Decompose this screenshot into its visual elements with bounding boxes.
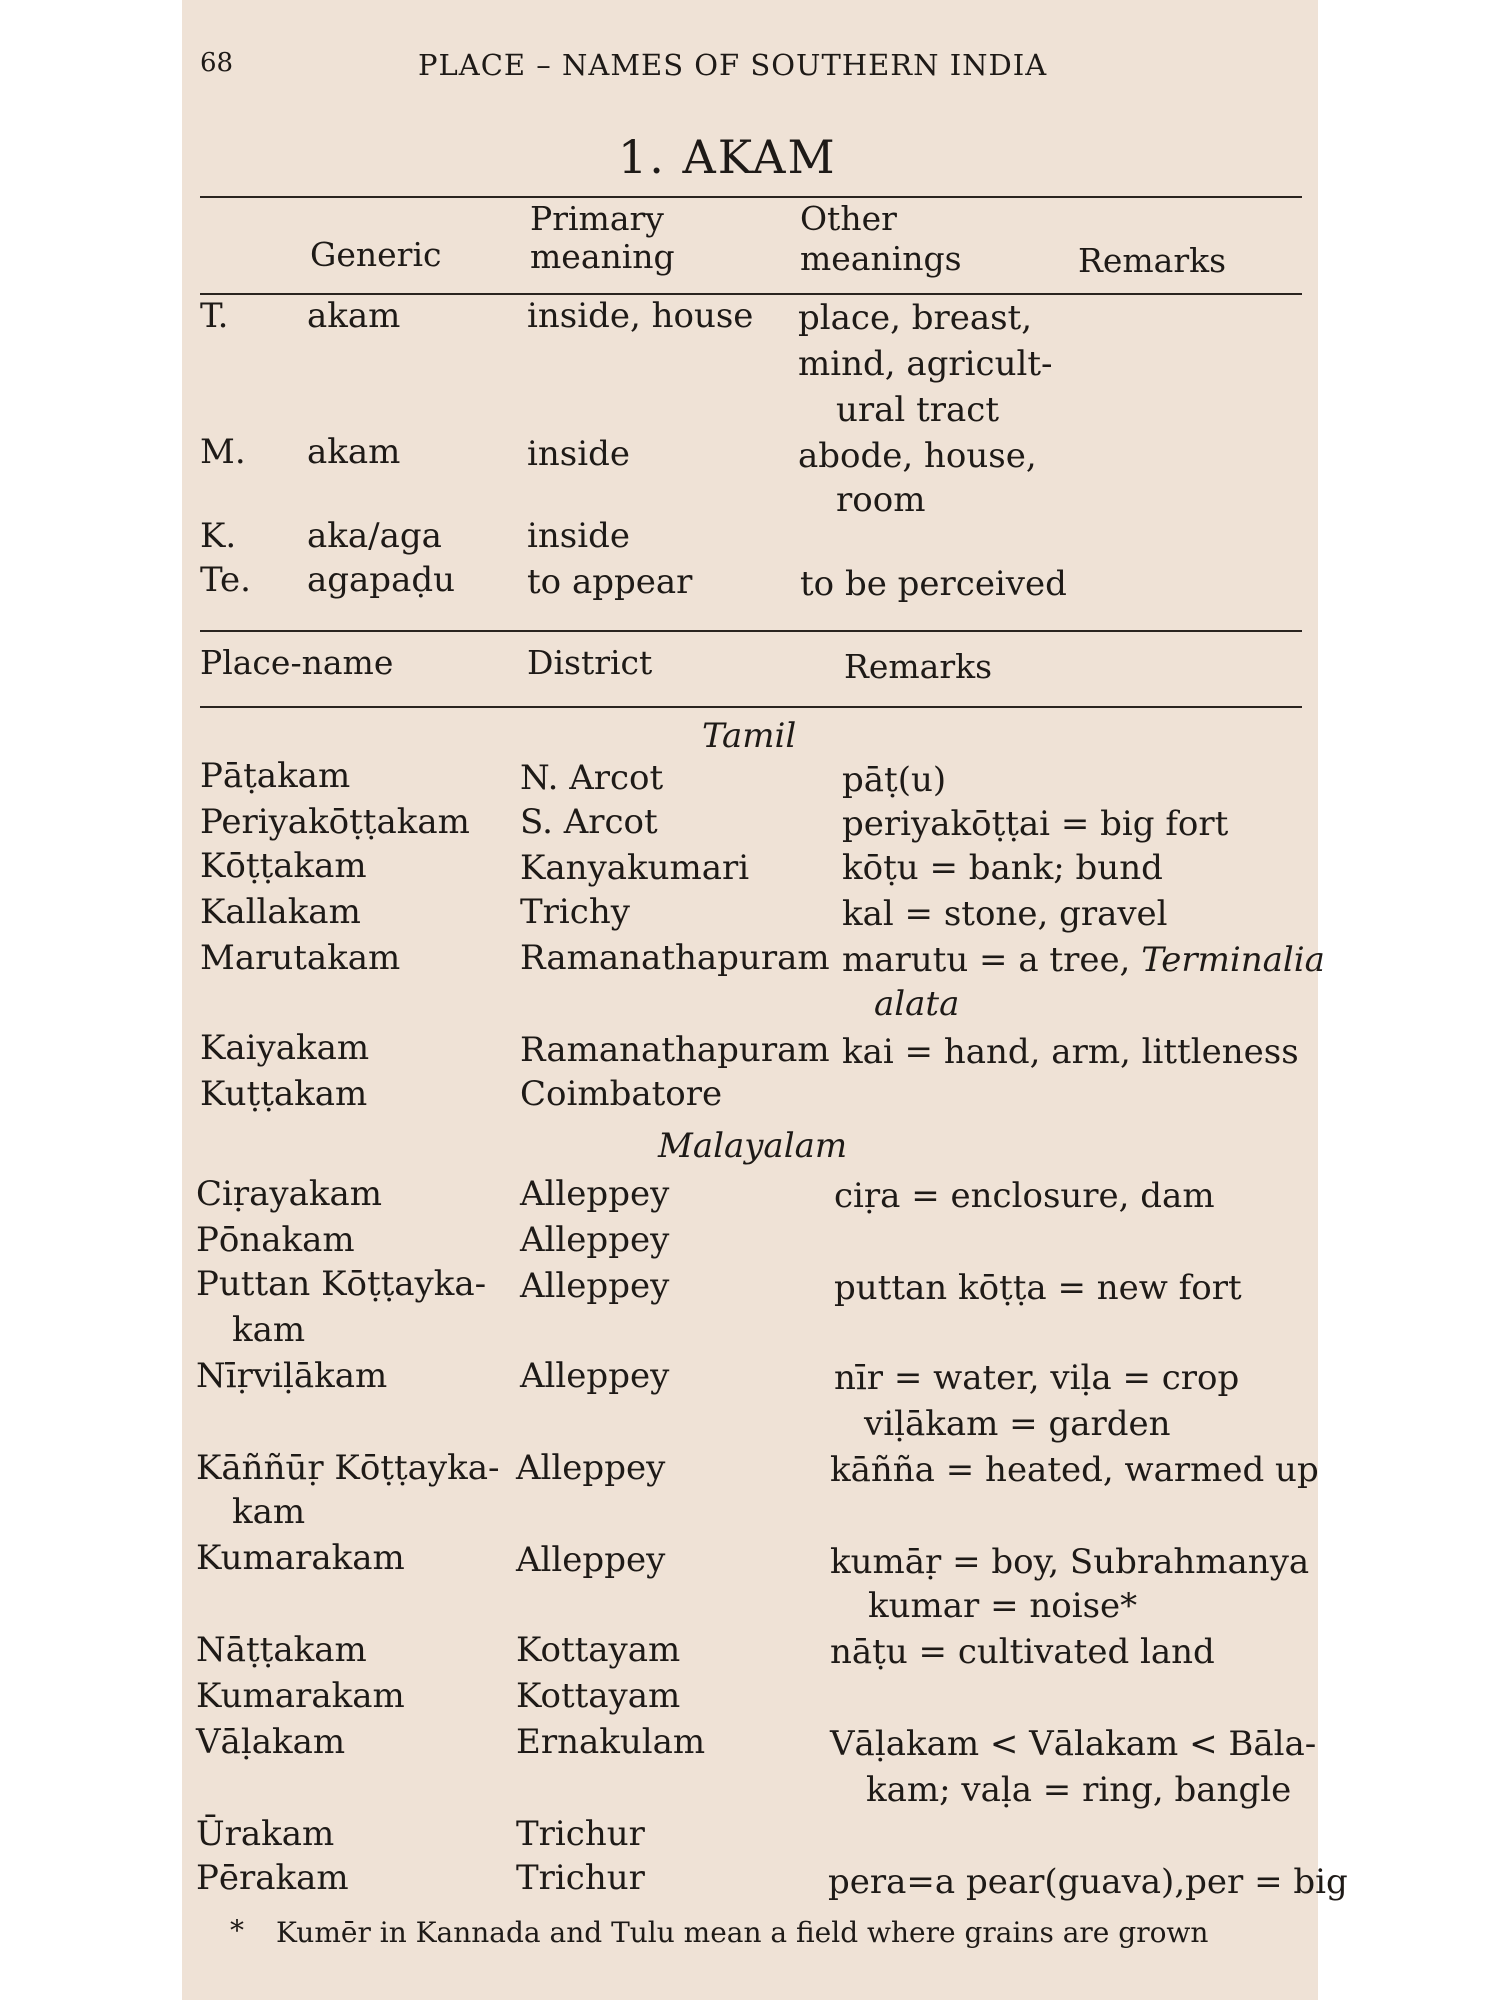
place-name: Kāññūṛ Kōṭṭayka- [196,1448,500,1488]
district: N. Arcot [520,758,664,798]
district: Trichy [520,892,630,932]
row-language: T. [200,296,229,336]
remarks: kal = stone, gravel [842,894,1168,934]
language-label-tamil: Tamil [702,716,797,756]
row-primary-meaning: inside, house [527,296,754,336]
remarks: kai = hand, arm, littleness [842,1032,1299,1072]
remarks-continuation: alata [874,984,960,1024]
district: Alleppey [520,1356,670,1396]
remarks: kōṭu = bank; bund [842,848,1163,888]
district: Coimbatore [520,1074,723,1114]
row-language: Te. [200,560,251,600]
remarks: pera=a pear(guava),per = big [828,1862,1348,1902]
place-name: Pērakam [196,1858,349,1898]
place-header-bottom-rule [200,706,1302,708]
district: Ramanathapuram [520,938,830,978]
row-other-meaning: to be perceived [800,564,1067,604]
place-name: Kuṭṭakam [200,1074,368,1114]
row-other-meaning: abode, house, [798,436,1037,476]
section-divider-rule [200,630,1302,632]
place-name: Vāḷakam [196,1722,346,1762]
remarks [842,938,1325,983]
row-primary-meaning: to appear [527,562,693,602]
district: Ernakulam [516,1722,706,1762]
place-name: Kaiyakam [200,1028,370,1068]
remarks: nīr = water, viḷa = crop [834,1358,1240,1398]
footnote-marker: * [230,1914,244,1947]
place-name: Puttan Kōṭṭayka- [196,1264,487,1304]
place-name: Pōnakam [196,1220,355,1260]
district: Alleppey [520,1220,670,1260]
remarks-continuation: viḷākam = garden [864,1404,1171,1444]
place-name: Kumarakam [196,1676,405,1716]
district: Kanyakumari [520,848,750,888]
header-primary-line1: Primary [530,199,664,238]
section-title: 1. AKAM [618,130,837,184]
row-language: K. [200,516,237,556]
district: Kottayam [516,1630,681,1670]
remarks: kumāṛ = boy, Subrahmanya [830,1542,1310,1582]
row-generic: akam [307,296,401,336]
footnote-text: Kumēr in Kannada and Tulu mean a field where grains are grown [276,1916,1209,1949]
place-name: Kumarakam [196,1538,405,1578]
district: Alleppey [520,1266,670,1306]
remarks: nāṭu = cultivated land [830,1632,1215,1672]
header-generic: Generic [310,235,442,274]
remarks: Vāḷakam < Vālakam < Bāla- [830,1724,1317,1764]
row-other-meaning: room [836,480,926,520]
remarks-continuation: kumar = noise* [868,1586,1138,1626]
header-other-line2: meanings [800,239,962,278]
row-generic: akam [307,432,401,472]
district: Alleppey [520,1174,670,1214]
header-district: District [527,643,653,682]
header-place-remarks: Remarks [844,647,993,686]
remarks-continuation: kam; vaḷa = ring, bangle [866,1770,1292,1810]
header-remarks: Remarks [1078,241,1227,280]
row-other-meaning: ural tract [836,390,999,430]
remarks: kāñña = heated, warmed up [830,1450,1319,1490]
header-place-name: Place-name [200,643,394,682]
remarks: puttan kōṭṭa = new fort [834,1268,1242,1308]
remarks: ciṛa = enclosure, dam [834,1176,1215,1216]
district: Trichur [516,1858,645,1898]
place-name: Nīṛviḷākam [196,1356,388,1396]
remarks-italic: Terminalia [1141,940,1325,980]
place-name: Nāṭṭakam [196,1630,367,1670]
row-primary-meaning: inside [527,516,630,556]
place-name: Ūrakam [196,1814,335,1854]
place-name: Kallakam [200,892,361,932]
district: Ramanathapuram [520,1030,830,1070]
place-name-continuation: kam [232,1492,306,1532]
row-language: M. [200,432,246,472]
place-name: Kōṭṭakam [200,846,367,886]
book-page [182,0,1348,2000]
place-name-continuation: kam [232,1310,306,1350]
district: Kottayam [516,1676,681,1716]
district: Alleppey [516,1540,666,1580]
row-primary-meaning: inside [527,434,630,474]
header-primary-line2: meaning [530,237,675,276]
row-other-meaning: mind, agricult- [798,344,1053,384]
district: Alleppey [516,1448,666,1488]
place-name: Marutakam [200,938,401,978]
remarks: periyakōṭṭai = big fort [842,804,1229,844]
remarks: pāṭ(u) [842,760,947,800]
place-name: Ciṛayakam [196,1174,383,1214]
table-top-rule [200,196,1302,198]
district: Trichur [516,1814,645,1854]
row-generic: aka/aga [307,516,442,556]
language-label-malayalam: Malayalam [658,1126,848,1166]
remarks-text: marutu = a tree, [842,940,1142,980]
place-name: Pāṭakam [200,756,351,796]
page-number: 68 [200,48,234,78]
row-generic: agapaḍu [307,560,456,600]
running-title: PLACE – NAMES OF SOUTHERN INDIA [418,48,1048,82]
header-other-line1: Other [800,199,897,238]
row-other-meaning: place, breast, [798,298,1033,338]
place-name: Periyakōṭṭakam [200,802,470,842]
district: S. Arcot [520,802,658,842]
